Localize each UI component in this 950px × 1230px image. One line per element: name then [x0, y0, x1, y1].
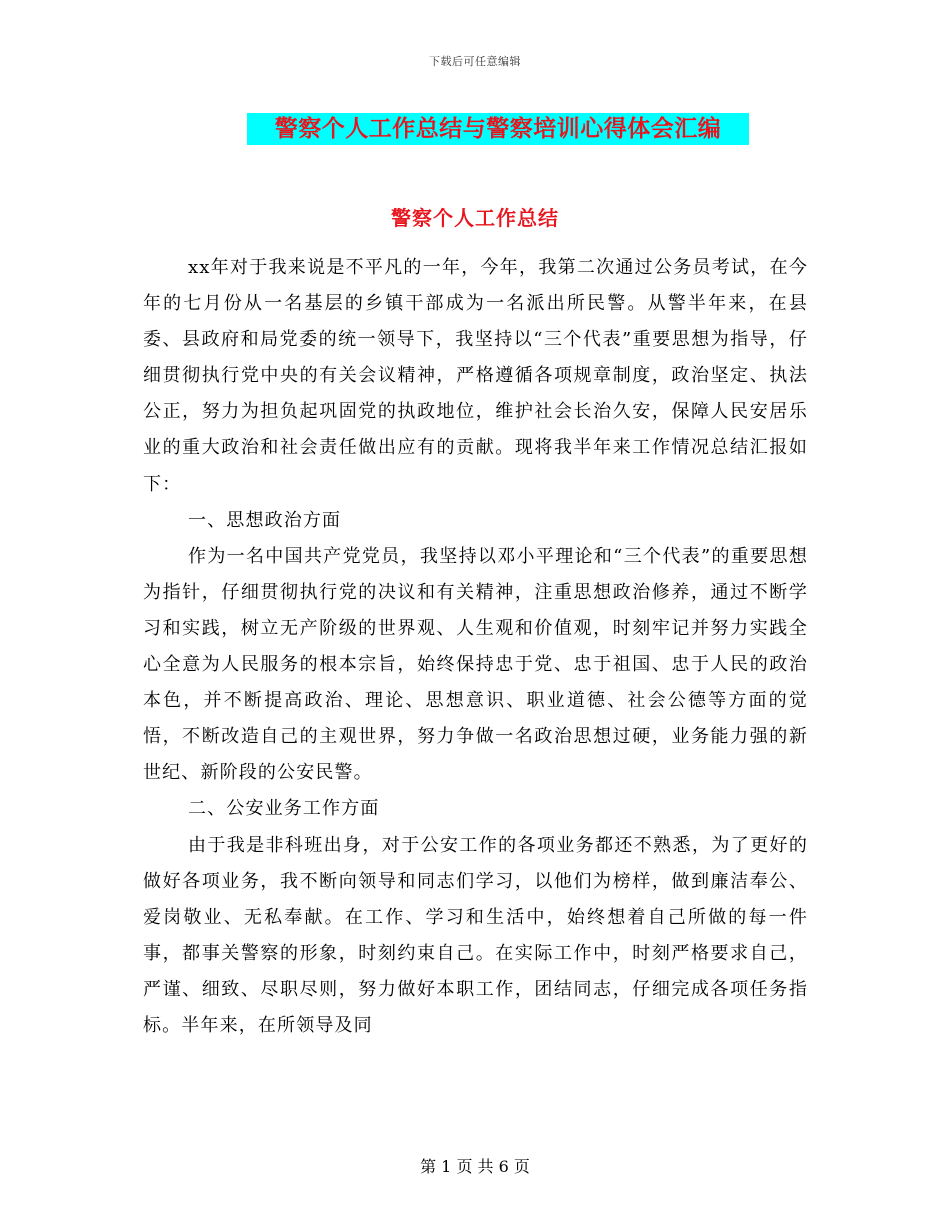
page-number-footer: 第 1 页 共 6 页 — [420, 1157, 530, 1176]
section-heading-police-work: 二、公安业务工作方面 — [188, 798, 380, 820]
document-title-highlight — [247, 113, 749, 145]
police-work-paragraph: 由于我是非科班出身，对于公安工作的各项业务都还不熟悉，为了更好的做好各项业务，我不断向领导和同志们学习，以他们为榜样，做到廉洁奉公、爱岗敬业、无私奉献。在工作、学习和生活中，始终想着自己所做的每一件事，都事关警察的形象，时刻约束自己。在实际工作中，时刻严格要求自己，严谨、细致、尽职尽则，努力做好本职工作，团结同志，仔细完成各项任务指标。半年来，在所领导及同 — [143, 834, 808, 1036]
page-header-note: 下载后可任意编辑 — [429, 55, 521, 68]
document-body — [143, 250, 808, 1044]
intro-paragraph: xx年对于我来说是不平凡的一年，今年，我第二次通过公务员考试，在今年的七月份从一名基层的乡镇干部成为一名派出所民警。从警半年来，在县委、县政府和局党委的统一领导下，我坚持以“三个代表”重要思想为指导，仔细贯彻执行党中央的有关会议精神，严格遵循各项规章制度，政治坚定、执法公正，努力为担负起巩固党的执政地位，维护社会长治久安，保障人民安居乐业的重大政治和社会责任做出应有的贡献。现将我半年来工作情况总结汇报如下： — [143, 257, 808, 495]
document-title: 警察个人工作总结与警察培训心得体会汇编 — [274, 116, 722, 142]
section-heading-politics: 一、思想政治方面 — [188, 509, 342, 531]
politics-paragraph: 作为一名中国共产党党员，我坚持以邓小平理论和“三个代表”的重要思想为指针，仔细贯彻执行党的决议和有关精神，注重思想政治修养，通过不断学习和实践，树立无产阶级的世界观、人生观和价值观，时刻牢记并努力实践全心全意为人民服务的根本宗旨，始终保持忠于党、忠于祖国、忠于人民的政治本色，并不断提高政治、理论、思想意识、职业道德、社会公德等方面的觉悟，不断改造自己的主观世界，努力争做一名政治思想过硬，业务能力强的新世纪、新阶段的公安民警。 — [143, 545, 808, 784]
section-title: 警察个人工作总结 — [391, 206, 559, 230]
